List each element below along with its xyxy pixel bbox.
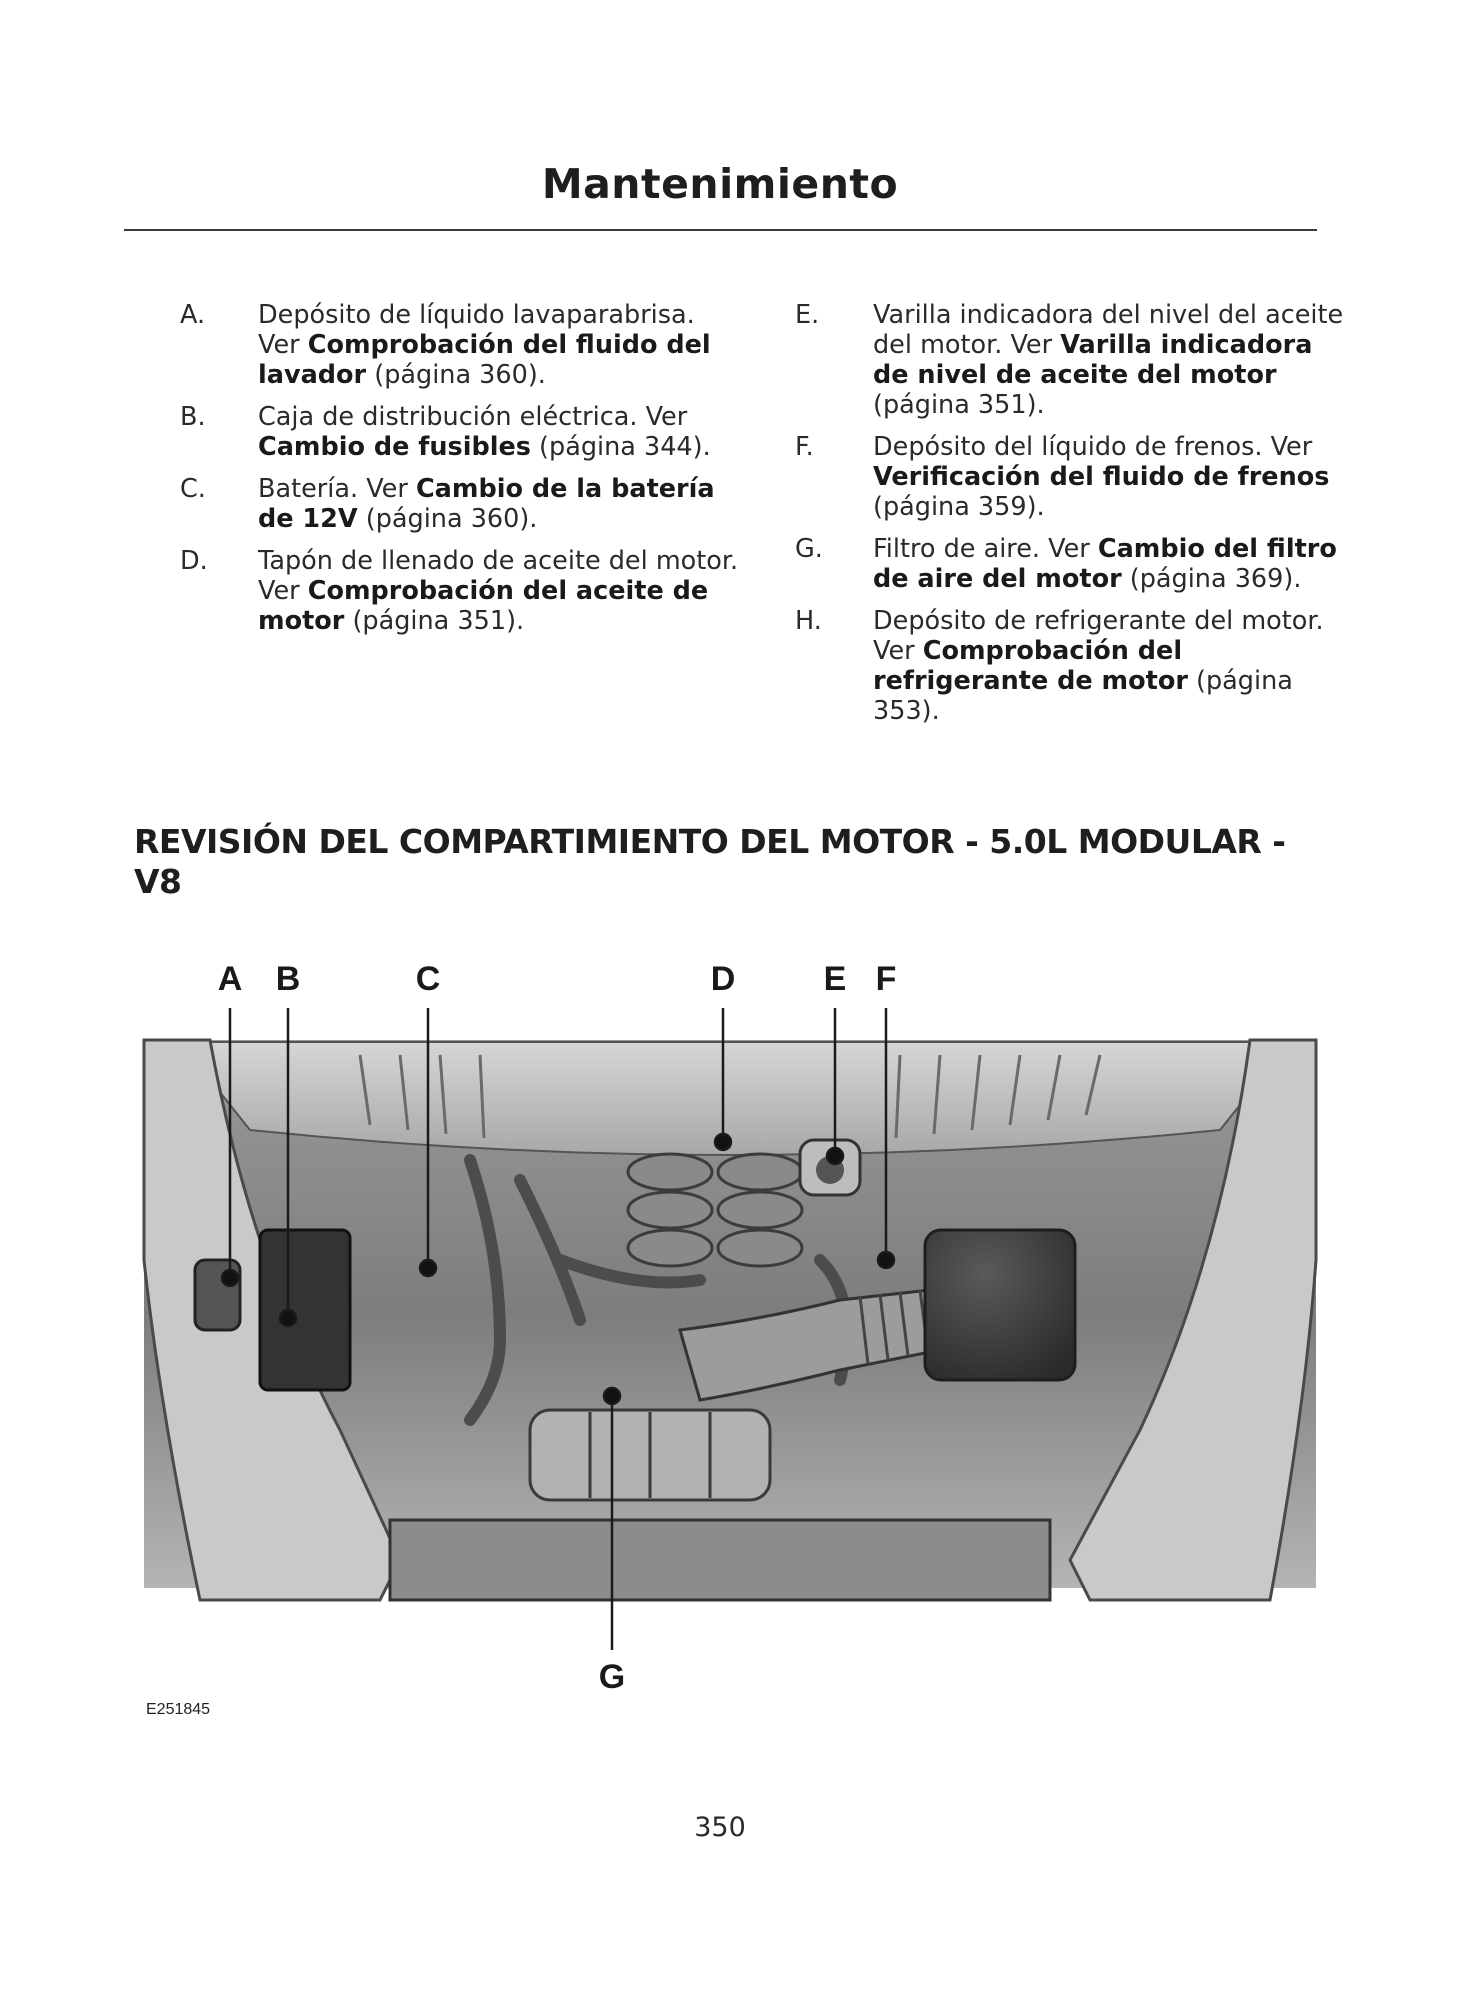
callout-label-f: F	[875, 960, 897, 998]
title-divider	[124, 229, 1317, 231]
legend-item-h	[795, 606, 1355, 726]
legend-letter: F.	[795, 432, 814, 462]
air-filter-box	[925, 1230, 1075, 1380]
callout-dot-f	[878, 1252, 894, 1268]
legend-item-c	[180, 474, 740, 534]
callout-label-e: E	[823, 960, 847, 998]
legend-item-b	[180, 402, 740, 462]
engine-illustration	[140, 960, 1330, 1740]
legend-item-e	[795, 300, 1355, 420]
legend-item-g	[795, 534, 1355, 594]
callout-label-d: D	[710, 960, 736, 998]
legend-reference: Comprobación del fluido del lavador	[258, 330, 711, 390]
legend-text: Filtro de aire. Ver Cambio del filtro de aire del motor (página 369).	[873, 534, 1337, 594]
callout-dot-g	[604, 1388, 620, 1404]
legend-text: Varilla indicadora del nivel del aceite del motor. Ver Varilla indicadora de nivel de aceite del motor (página 351).	[873, 300, 1344, 420]
callout-dot-d	[715, 1134, 731, 1150]
hood-cowl	[180, 1042, 1290, 1155]
legend-item-d	[180, 546, 740, 636]
callout-dot-b	[280, 1310, 296, 1326]
image-reference-code: E251845	[146, 1701, 211, 1718]
legend-text: Depósito de refrigerante del motor. Ver Comprobación del refrigerante de motor (página 353).	[873, 606, 1324, 726]
legend-text: Depósito del líquido de frenos. Ver Verificación del fluido de frenos (página 359).	[873, 432, 1330, 522]
legend-letter: H.	[795, 606, 822, 636]
callout-dot-c	[420, 1260, 436, 1276]
callout-dot-e	[827, 1148, 843, 1164]
legend-reference: Cambio de fusibles	[258, 432, 531, 462]
callout-label-c: C	[415, 960, 441, 998]
legend-reference: Comprobación del refrigerante de motor	[873, 636, 1188, 696]
callout-dot-a	[222, 1270, 238, 1286]
legend-letter: G.	[795, 534, 823, 564]
legend-reference: Cambio del filtro de aire del motor	[873, 534, 1337, 594]
legend-item-f	[795, 432, 1355, 522]
engine-compartment-diagram	[140, 960, 1330, 1740]
page-title: Mantenimiento	[541, 160, 899, 208]
legend-left-column	[180, 300, 740, 648]
legend-reference: Comprobación del aceite de motor	[258, 576, 709, 636]
page-number: 350	[694, 1812, 746, 1843]
legend-reference: Verificación del fluido de frenos	[873, 462, 1330, 492]
legend-reference: Varilla indicadora de nivel de aceite del motor	[873, 330, 1313, 390]
coolant-reservoir	[530, 1410, 770, 1500]
legend-text: Batería. Ver Cambio de la batería de 12V (página 360).	[258, 474, 715, 534]
callout-label-a: A	[217, 960, 243, 998]
radiator-support	[390, 1520, 1050, 1600]
callout-label-g: G	[598, 1658, 626, 1696]
legend-reference: Cambio de la batería de 12V	[258, 474, 715, 534]
legend-right-column	[795, 300, 1355, 738]
legend-letter: D.	[180, 546, 208, 576]
legend-text: Caja de distribución eléctrica. Ver Cambio de fusibles (página 344).	[258, 402, 711, 462]
section-heading: REVISIÓN DEL COMPARTIMIENTO DEL MOTOR - 5.0L MODULAR - V8	[134, 822, 1286, 901]
battery-housing	[260, 1230, 350, 1390]
legend-letter: C.	[180, 474, 206, 504]
legend-letter: B.	[180, 402, 206, 432]
legend-text: Tapón de llenado de aceite del motor. Ver Comprobación del aceite de motor (página 351).	[258, 546, 739, 636]
callout-label-b: B	[275, 960, 301, 998]
legend-text: Depósito de líquido lavaparabrisa. Ver Comprobación del fluido del lavador (página 360).	[258, 300, 711, 390]
legend-item-a	[180, 300, 740, 390]
legend-letter: E.	[795, 300, 820, 330]
legend-letter: A.	[180, 300, 206, 330]
